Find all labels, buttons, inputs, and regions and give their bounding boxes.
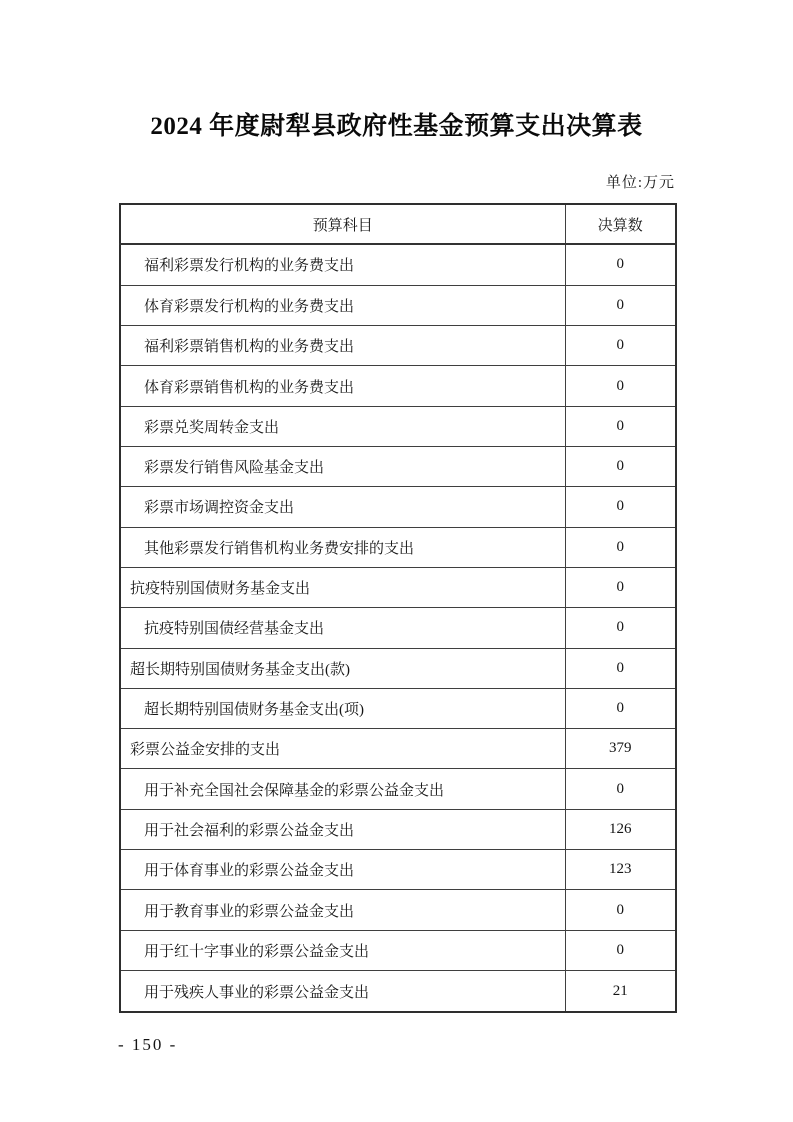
table-row xyxy=(120,326,676,366)
subject-cell: 用于体育事业的彩票公益金支出 xyxy=(120,850,565,890)
page-title: 2024 年度尉犁县政府性基金预算支出决算表 xyxy=(150,113,643,140)
page-number: - 150 - xyxy=(118,1035,178,1054)
subject-cell: 其他彩票发行销售机构业务费安排的支出 xyxy=(120,527,565,567)
table-row xyxy=(120,850,676,890)
table-row xyxy=(120,729,676,769)
subject-cell: 体育彩票发行机构的业务费支出 xyxy=(120,285,565,325)
value-cell: 0 xyxy=(565,527,676,567)
table-row xyxy=(120,930,676,970)
table-row xyxy=(120,971,676,1012)
subject-cell: 福利彩票发行机构的业务费支出 xyxy=(120,244,565,285)
subject-cell: 福利彩票销售机构的业务费支出 xyxy=(120,326,565,366)
value-cell: 0 xyxy=(565,326,676,366)
subject-cell: 彩票发行销售风险基金支出 xyxy=(120,446,565,486)
value-cell: 0 xyxy=(565,487,676,527)
value-cell: 0 xyxy=(565,769,676,809)
subject-cell: 超长期特别国债财务基金支出(项) xyxy=(120,688,565,728)
table-body xyxy=(120,244,676,1012)
budget-table xyxy=(119,203,677,1013)
table-row xyxy=(120,366,676,406)
subject-cell: 彩票兑奖周转金支出 xyxy=(120,406,565,446)
subject-cell: 用于社会福利的彩票公益金支出 xyxy=(120,809,565,849)
subject-cell: 用于教育事业的彩票公益金支出 xyxy=(120,890,565,930)
table-row xyxy=(120,688,676,728)
value-cell: 0 xyxy=(565,285,676,325)
value-cell: 0 xyxy=(565,648,676,688)
unit-note: 单位:万元 xyxy=(605,175,675,191)
table-row xyxy=(120,285,676,325)
column-header-subject: 预算科目 xyxy=(120,204,565,244)
table-row xyxy=(120,648,676,688)
subject-cell: 体育彩票销售机构的业务费支出 xyxy=(120,366,565,406)
value-cell: 0 xyxy=(565,446,676,486)
subject-cell: 抗疫特别国债经营基金支出 xyxy=(120,608,565,648)
table-row xyxy=(120,890,676,930)
value-cell: 0 xyxy=(565,406,676,446)
subject-cell: 抗疫特别国债财务基金支出 xyxy=(120,567,565,607)
value-cell: 0 xyxy=(565,688,676,728)
table-row xyxy=(120,809,676,849)
value-cell: 0 xyxy=(565,608,676,648)
subject-cell: 用于补充全国社会保障基金的彩票公益金支出 xyxy=(120,769,565,809)
value-cell: 0 xyxy=(565,930,676,970)
subject-cell: 彩票市场调控资金支出 xyxy=(120,487,565,527)
value-cell: 0 xyxy=(565,244,676,285)
table-row xyxy=(120,567,676,607)
table-row xyxy=(120,446,676,486)
table-header-row xyxy=(120,204,676,244)
value-cell: 123 xyxy=(565,850,676,890)
table-row xyxy=(120,527,676,567)
value-cell: 21 xyxy=(565,971,676,1012)
value-cell: 0 xyxy=(565,567,676,607)
subject-cell: 彩票公益金安排的支出 xyxy=(120,729,565,769)
value-cell: 379 xyxy=(565,729,676,769)
column-header-value: 决算数 xyxy=(565,204,676,244)
value-cell: 0 xyxy=(565,890,676,930)
table-row xyxy=(120,769,676,809)
subject-cell: 用于红十字事业的彩票公益金支出 xyxy=(120,930,565,970)
subject-cell: 超长期特别国债财务基金支出(款) xyxy=(120,648,565,688)
table-row xyxy=(120,608,676,648)
value-cell: 126 xyxy=(565,809,676,849)
subject-cell: 用于残疾人事业的彩票公益金支出 xyxy=(120,971,565,1012)
value-cell: 0 xyxy=(565,366,676,406)
table-row xyxy=(120,244,676,285)
table-row xyxy=(120,406,676,446)
table-row xyxy=(120,487,676,527)
